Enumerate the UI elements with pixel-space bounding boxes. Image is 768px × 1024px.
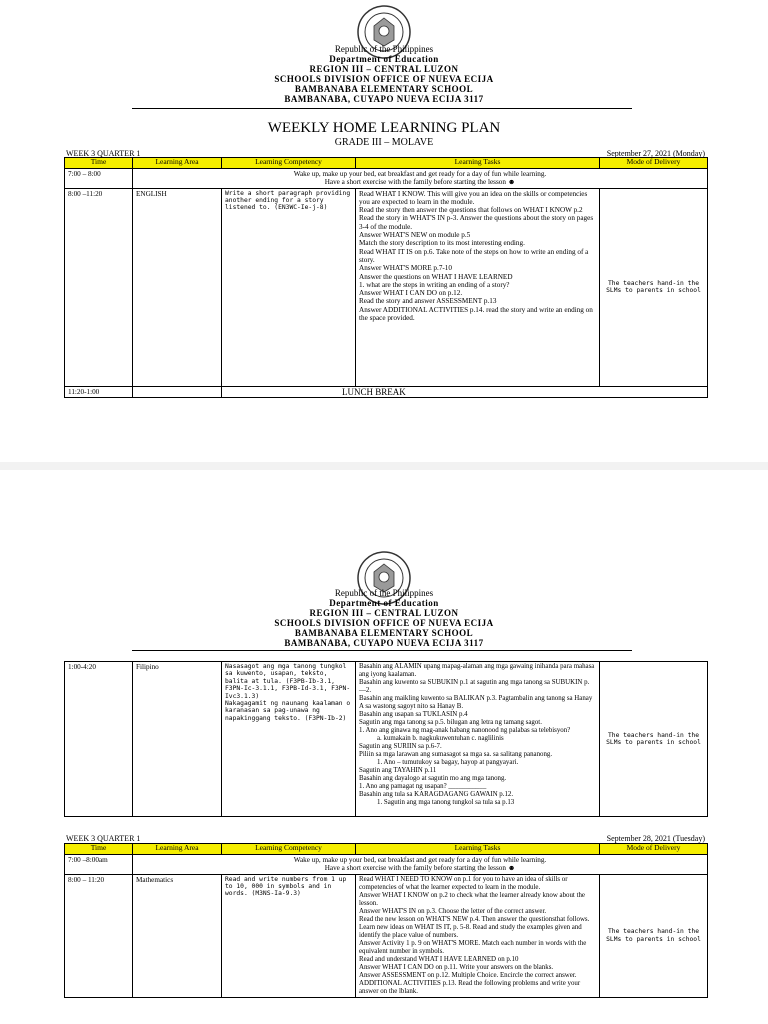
morning-text: Wake up, make up your bed, eat breakfast and get ready for a day of fun while learning. bbox=[293, 170, 547, 178]
competency-text: Nakagagamit ng naunang kaalaman o karanasan sa pag-unawa ng napakinggang teksto. (F3PN-Ib-2) bbox=[225, 700, 351, 722]
task-line: Read the new lesson on WHAT'S NEW p.4. Then answer the questionsthat follows. bbox=[359, 915, 590, 923]
task-line: Sagutin ang SURIIN sa p.6-7. bbox=[359, 743, 442, 750]
task-line: Read WHAT I NEED TO KNOW on p.1 for you to have an idea of skills or competencies of what the learner expected to learn in the module. bbox=[359, 875, 568, 891]
empty-cell bbox=[133, 386, 222, 397]
table-row bbox=[65, 874, 708, 997]
task-line: Answer ADDITIONAL ACTIVITIES p.14. read the story and write an ending on the space provided. bbox=[359, 305, 593, 323]
time-cell: 8:00 –11:20 bbox=[65, 188, 133, 386]
table-row bbox=[65, 386, 708, 397]
letterhead bbox=[0, 44, 768, 104]
division-line: SCHOOLS DIVISION OFFICE OF NUEVA ECIJA bbox=[274, 618, 494, 628]
task-line: Sagutin ang mga tanong sa p.5. bilugan ang letra ng tamang sagot. bbox=[359, 719, 542, 726]
department-line: Department of Education bbox=[329, 598, 439, 608]
col-learning-competency: Learning Competency bbox=[222, 844, 356, 855]
competency-text: Nasasagot ang mga tanong tungkol sa kuwento, usapan, teksto, balita at tula. (F3PB-Ib-3.1, F3PN-Ic-3.1.1, F3PB-Id-3.1, F3PN-Ivc3.1.3) bbox=[225, 663, 351, 700]
area-cell: ENGLISH bbox=[133, 188, 222, 386]
plan-table-tuesday bbox=[64, 843, 708, 998]
col-time: Time bbox=[65, 158, 133, 169]
table-row bbox=[65, 855, 708, 875]
time-cell: 7:00 –8:00am bbox=[65, 855, 133, 875]
tasks-cell bbox=[356, 874, 600, 997]
lunch-break-cell: LUNCH BREAK bbox=[222, 386, 708, 397]
col-learning-tasks: Learning Tasks bbox=[356, 844, 600, 855]
plan-title: WEEKLY HOME LEARNING PLAN bbox=[267, 120, 501, 136]
region-line: REGION III – CENTRAL LUZON bbox=[309, 64, 459, 74]
morning-routine-cell bbox=[133, 169, 708, 189]
task-line: 1. Ano ang pamagat ng usapan? ___________ bbox=[359, 783, 487, 790]
area-cell: Filipino bbox=[133, 662, 222, 817]
address-line: BAMBANABA, CUYAPO NUEVA ECIJA 3117 bbox=[284, 638, 484, 648]
republic-line: Republic of the Philippines bbox=[334, 588, 434, 598]
date-label: September 28, 2021 (Tuesday) bbox=[606, 834, 705, 843]
page-one bbox=[0, 0, 768, 462]
tasks-cell bbox=[356, 188, 600, 386]
task-line: Read the story and answer ASSESSMENT p.13 bbox=[359, 297, 497, 306]
division-line: SCHOOLS DIVISION OFFICE OF NUEVA ECIJA bbox=[274, 74, 494, 84]
address-line: BAMBANABA, CUYAPO NUEVA ECIJA 3117 bbox=[284, 94, 484, 104]
task-line: Basahin ang ALAMIN upang mapag-alaman ang mga gawaing inihanda para mahasa ang iyong kaalaman. bbox=[359, 663, 595, 678]
task-line: Basahin ang tula sa KARAGDAGANG GAWAIN p.12. bbox=[359, 791, 514, 798]
plan-table-filipino bbox=[64, 661, 708, 817]
task-line: Read and understand WHAT I HAVE LEARNED on p.10 bbox=[359, 955, 519, 963]
week-label: WEEK 3 QUARTER 1 bbox=[66, 149, 141, 158]
region-line: REGION III – CENTRAL LUZON bbox=[309, 608, 459, 618]
task-line: Basahin ang maikling kuwento sa BALIKAN p.3. Pagtambalin ang tanong sa Hanay A sa wastong sagoyt nito sa Hanay B. bbox=[359, 695, 593, 710]
task-line: Answer WHAT'S MORE p.7-10 bbox=[359, 264, 452, 273]
table-row bbox=[65, 188, 708, 386]
morning-text: Have a short exercise with the family before starting the lesson ☻ bbox=[324, 178, 516, 187]
col-mode-of-delivery: Mode of Delivery bbox=[600, 158, 708, 169]
delivery-cell: The teachers hand-in the SLMs to parents in school bbox=[600, 662, 708, 817]
time-cell: 7:00 – 8:00 bbox=[65, 169, 133, 189]
task-line: Learn new ideas on WHAT IS IT, p. 5-8. Read and study the examples given and identify the place value of numbers. bbox=[359, 923, 582, 939]
task-line: Answer WHAT I CAN DO on p.12. bbox=[359, 289, 463, 298]
task-line: Read WHAT IT IS on p.6. Take note of the steps on how to write an ending of a story. bbox=[359, 247, 589, 264]
header-rule bbox=[132, 650, 632, 651]
col-mode-of-delivery: Mode of Delivery bbox=[600, 844, 708, 855]
area-cell: Mathematics bbox=[133, 874, 222, 997]
time-cell: 1:00-4:20 bbox=[65, 662, 133, 817]
plan-table-monday bbox=[64, 157, 708, 398]
col-time: Time bbox=[65, 844, 133, 855]
time-cell: 8:00 – 11:20 bbox=[65, 874, 133, 997]
school-line: BAMBANABA ELEMENTARY SCHOOL bbox=[294, 84, 474, 94]
task-line: Read the story in WHAT'S IN p-3. Answer the questions about the story on pages 3-4 of the module. bbox=[359, 214, 594, 231]
task-line: Answer ASSESSMENT on p.12. Multiple Choice. Encircle the correct answer. bbox=[359, 971, 577, 979]
col-learning-area: Learning Area bbox=[133, 158, 222, 169]
page-two bbox=[0, 470, 768, 1024]
task-line: Basahin ang dayalogo at sagutin mo ang mga tanong. bbox=[359, 775, 507, 782]
competency-cell: Read and write numbers from 1 up to 10, 000 in symbols and in words. (M3NS-Ia-9.3) bbox=[222, 874, 356, 997]
morning-text: Wake up, make up your bed, eat breakfast and get ready for a day of fun while learning. bbox=[293, 856, 547, 864]
morning-text: Have a short exercise with the family before starting the lesson ☻ bbox=[324, 864, 516, 873]
date-label: September 27, 2021 (Monday) bbox=[606, 149, 705, 158]
competency-cell bbox=[222, 662, 356, 817]
tasks-cell bbox=[356, 662, 600, 817]
task-line: a. kumakain b. nagkukuwentuhan c. naglilinis bbox=[377, 735, 504, 742]
school-line: BAMBANABA ELEMENTARY SCHOOL bbox=[294, 628, 474, 638]
task-line: Answer WHAT I KNOW on p.2 to check what the learner already know about the lesson. bbox=[359, 891, 585, 907]
competency-cell: Write a short paragraph providing another ending for a story listened to. (EN3WC-Ie-j-8) bbox=[222, 188, 356, 386]
task-line: Answer WHAT I CAN DO on p.11. Write your answers on the blanks. bbox=[359, 963, 554, 971]
week-label: WEEK 3 QUARTER 1 bbox=[66, 834, 141, 843]
grade-section: GRADE III – MOLAVE bbox=[334, 137, 434, 148]
task-line: Answer WHAT'S NEW on module p.5 bbox=[359, 231, 471, 240]
delivery-cell: The teachers hand-in the SLMs to parents in school bbox=[600, 188, 708, 386]
time-cell: 11:20-1:00 bbox=[65, 386, 133, 397]
task-line: 1. what are the steps in writing an ending of a story? bbox=[359, 280, 510, 289]
task-line: Answer Activity 1 p. 9 on WHAT'S MORE. Match each number in words with the equivalent number in symbols. bbox=[359, 939, 587, 955]
delivery-cell: The teachers hand-in the SLMs to parents in school bbox=[600, 874, 708, 997]
task-line: Read WHAT I KNOW. This will give you an idea on the skills or competencies you are expected to learn in the module. bbox=[359, 189, 588, 206]
task-line: Basahin ang kuwento sa SUBUKIN p.1 at sagutin ang mga tanong sa SUBUKIN p.—2. bbox=[359, 679, 590, 694]
task-line: Read the story then answer the questions that follows on WHAT I KNOW p.2 bbox=[359, 206, 583, 215]
task-line: 1. Ano – tumutukoy sa bagay, hayop at pangyayari. bbox=[377, 759, 519, 766]
task-line: 1. Ano ang ginawa ng mag-anak habang nanonood ng palabas sa telebisyon? bbox=[359, 727, 571, 734]
col-learning-area: Learning Area bbox=[133, 844, 222, 855]
table-row bbox=[65, 662, 708, 817]
task-line: Answer WHAT'S IN on p.3. Choose the letter of the correct answer. bbox=[359, 907, 547, 915]
col-learning-tasks: Learning Tasks bbox=[356, 158, 600, 169]
letterhead bbox=[0, 588, 768, 648]
task-line: Piliin sa mga larawan ang sumasagot sa mga sa. sa salitang pananong. bbox=[359, 751, 553, 758]
task-line: Match the story description to its most interesting ending. bbox=[359, 239, 525, 248]
task-line: 1. Sagutin ang mga tanong tungkol sa tula sa p.13 bbox=[377, 799, 515, 806]
table-row bbox=[65, 169, 708, 189]
republic-line: Republic of the Philippines bbox=[334, 44, 434, 54]
task-line: Basahin ang usapan sa TUKLASIN p.4 bbox=[359, 711, 468, 718]
task-line: Answer the questions on WHAT I HAVE LEARNED bbox=[359, 272, 513, 281]
header-rule bbox=[132, 108, 632, 109]
col-learning-competency: Learning Competency bbox=[222, 158, 356, 169]
task-line: Sagutin ang TAYAHIN p.11 bbox=[359, 767, 437, 774]
table-header-row bbox=[65, 844, 708, 855]
morning-routine-cell bbox=[133, 855, 708, 875]
task-line: ADDITIONAL ACTIVITIES p.13. Read the following problems and write your answer on the lblank. bbox=[359, 979, 581, 995]
department-line: Department of Education bbox=[329, 54, 439, 64]
table-header-row bbox=[65, 158, 708, 169]
